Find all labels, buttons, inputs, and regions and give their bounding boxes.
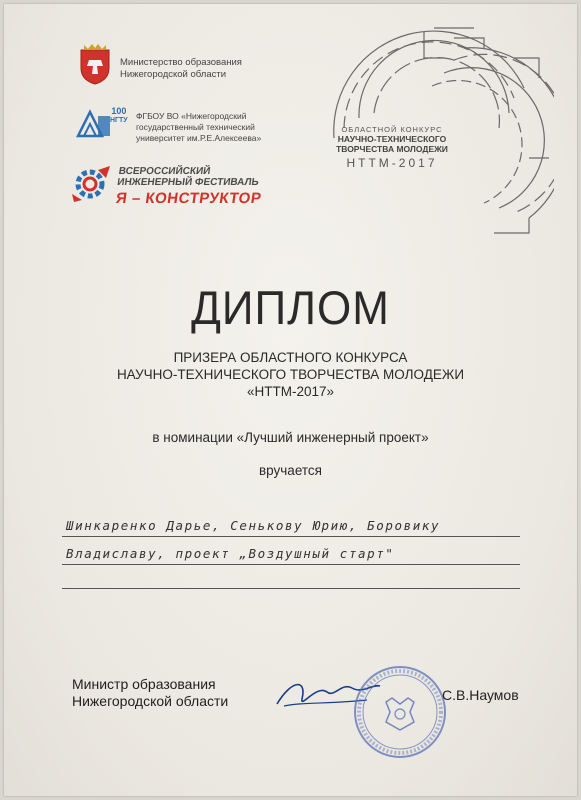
contest-block: [326, 125, 458, 170]
university-logo-icon: [76, 108, 112, 138]
contest-line2: НАУЧНО-ТЕХНИЧЕСКОГО: [337, 134, 447, 144]
coat-of-arms-icon: [76, 42, 114, 86]
awarded-text: вручается: [259, 463, 322, 478]
diploma-subtitle: ПРИЗЕРА ОБЛАСТНОГО КОНКУРСА НАУЧНО-ТЕХНИЧЕСКОГО ТВОРЧЕСТВА МОЛОДЕЖИ «НТТМ-2017»: [116, 350, 465, 399]
university-label: ФГБОУ ВО «Нижегородский государственный технический университет им.Р.Е.Алексеева»: [136, 111, 262, 143]
underline-1: [62, 536, 520, 537]
diploma-title: ДИПЛОМ: [191, 282, 390, 335]
official-seal-icon: [352, 664, 448, 760]
festival-label: ВСЕРОССИЙСКИЙ ИНЖЕНЕРНЫЙ ФЕСТИВАЛЬ: [116, 166, 260, 188]
university-badge: 100 НГТУ: [110, 106, 128, 124]
ministry-label: Министерство образования Нижегородской области: [120, 57, 242, 80]
signatory-position: Министр образования Нижегородской области: [72, 676, 229, 709]
diploma-sheet: [4, 4, 577, 796]
underline-3: [62, 588, 520, 589]
recipient-line-2: Владиславу, проект „Воздушный старт": [66, 546, 395, 561]
recipient-line-1: Шинкаренко Дарье, Сенькову Юрию, Боровику: [66, 518, 441, 533]
contest-line4: НТТМ-2017: [346, 156, 438, 170]
signatory-name: С.В.Наумов: [442, 687, 519, 703]
contest-line1: ОБЛАСТНОЙ КОНКУРС: [341, 125, 443, 134]
festival-name: Я – КОНСТРУКТОР: [114, 190, 263, 207]
underline-2: [62, 564, 520, 565]
contest-line3: ТВОРЧЕСТВА МОЛОДЕЖИ: [336, 144, 448, 154]
nomination-text: в номинации «Лучший инженерный проект»: [152, 430, 429, 445]
gear-icon: [70, 164, 114, 204]
